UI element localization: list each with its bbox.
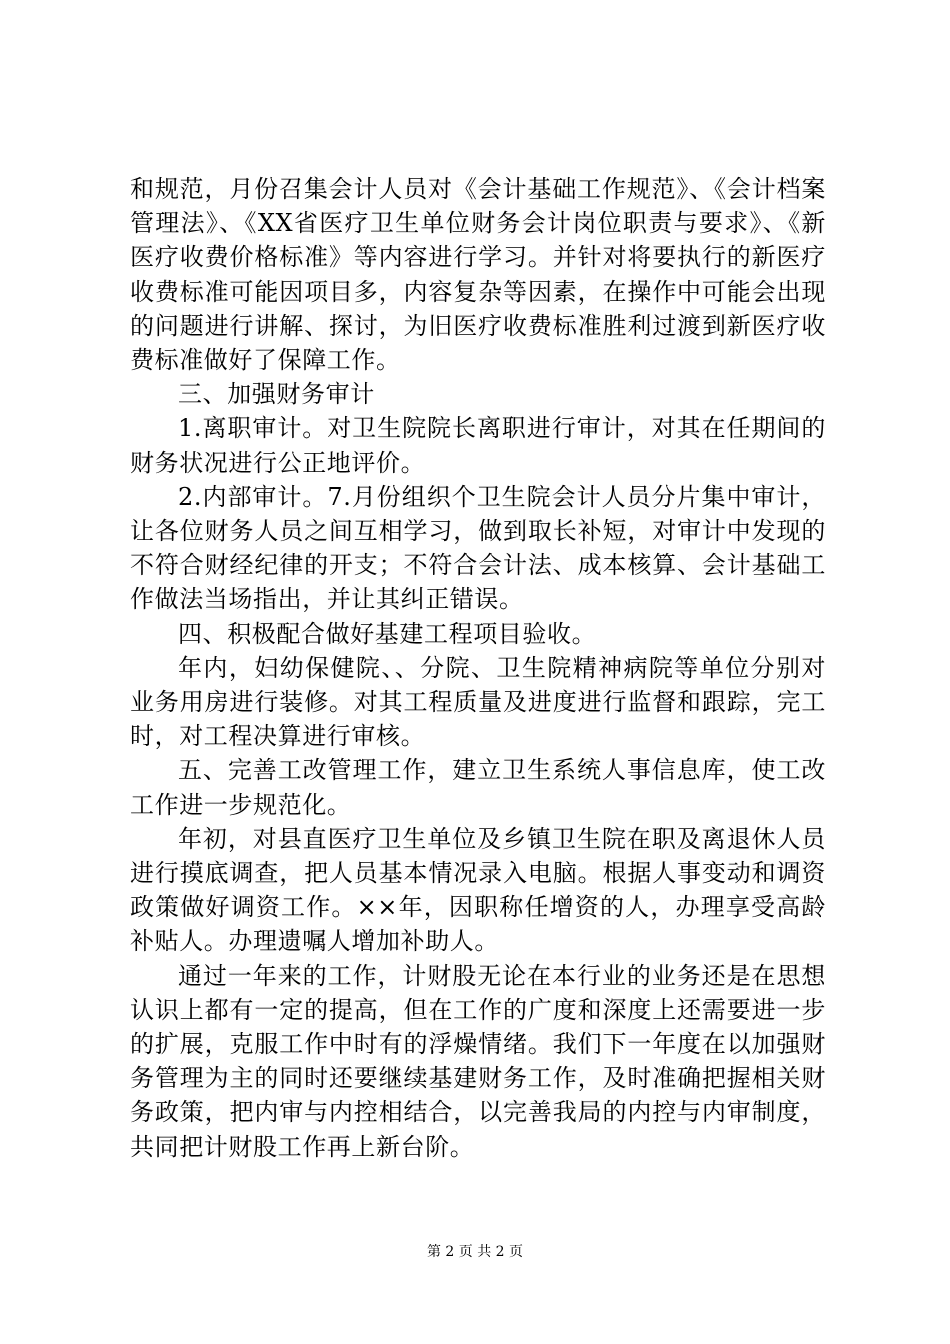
paragraph-internal-audit: 2.内部审计。7.月份组织个卫生院会计人员分片集中审计，让各位财务人员之间互相学习，做到取长补短，对审计中发现的不符合财经纪律的开支；不符合会计法、成本核算、会计基础工作做法当场指出，并让其纠正错误。 <box>130 482 826 614</box>
section-heading-construction: 四、积极配合做好基建工程项目验收。 <box>178 619 597 648</box>
paragraph-personnel-survey: 年初，对县直医疗卫生单位及乡镇卫生院在职及离退休人员进行摸底调查，把人员基本情况录入电脑。根据人事变动和调资政策做好调资工作。××年，因职称任增资的人，办理享受高龄补贴人。办理遗嘱人增加补助人。 <box>130 824 826 956</box>
paragraph-summary: 通过一年来的工作，计财股无论在本行业的业务还是在思想认识上都有一定的提高，但在工作的广度和深度上还需要进一步的扩展，克服工作中时有的浮燥情绪。我们下一年度在以加强财务管理为主的同时还要继续基建财务工作，及时准确把握相关财务政策，把内审与内控相结合，以完善我局的内控与内审制度，共同把计财股工作再上新台阶。 <box>130 961 826 1161</box>
section-heading-wage-reform: 五、完善工改管理工作，建立卫生系统人事信息库，使工改工作进一步规范化。 <box>130 756 826 819</box>
paragraph-renovation: 年内，妇幼保健院、、分院、卫生院精神病院等单位分别对业务用房进行装修。对其工程质量及进度进行监督和跟踪，完工时，对工程决算进行审核。 <box>130 653 826 751</box>
section-heading-audit: 三、加强财务审计 <box>178 380 375 409</box>
document-body <box>130 172 826 1164</box>
paragraph-resignation-audit: 1.离职审计。对卫生院院长离职进行审计，对其在任期间的财务状况进行公正地评价。 <box>130 414 826 477</box>
page-footer: 第 2 页 共 2 页 <box>426 1244 524 1260</box>
paragraph-continued-training: 和规范，月份召集会计人员对《会计基础工作规范》、《会计档案管理法》、《XX省医疗卫生单位财务会计岗位职责与要求》、《新医疗收费价格标准》等内容进行学习。并针对将要执行的新医疗收费标准可能因项目多，内容复杂等因素，在操作中可能会出现的问题进行讲解、探讨，为旧医疗收费标准胜利过渡到新医疗收费标准做好了保障工作。 <box>130 175 826 375</box>
